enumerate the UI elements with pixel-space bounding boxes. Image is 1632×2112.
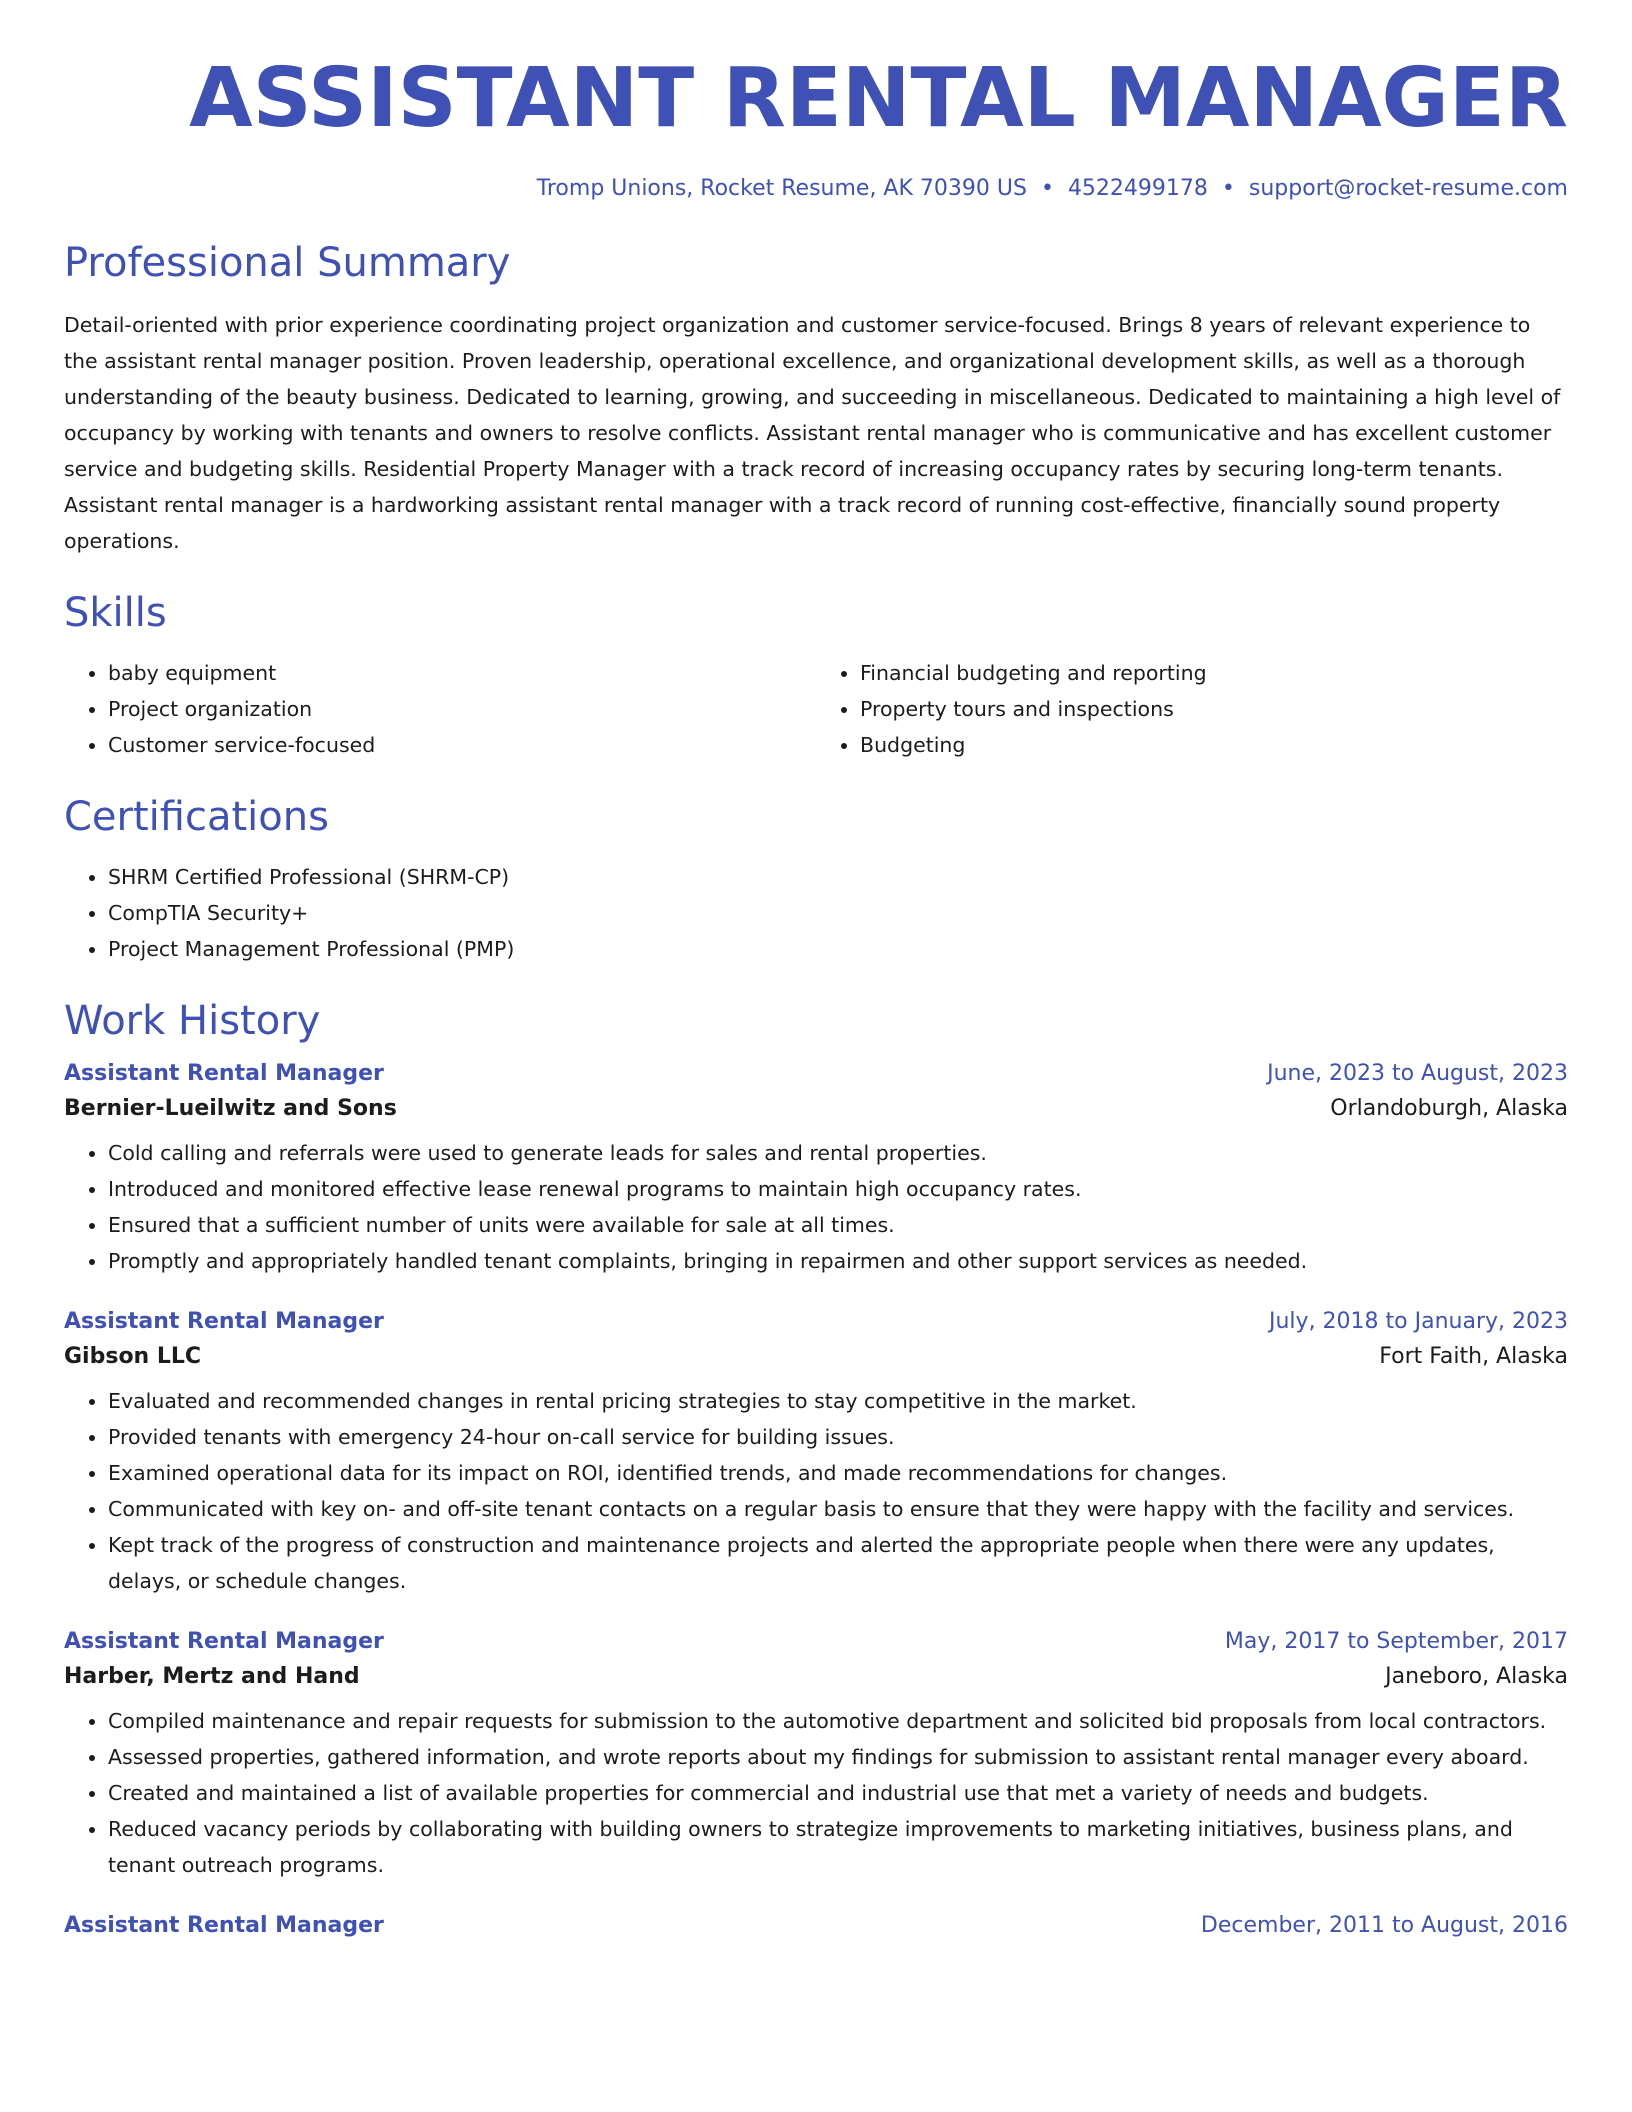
job-bullet: • Kept track of the progress of construction and maintenance projects and alerted the appropriate people when there were any updates, delays, or schedule changes. bbox=[108, 1527, 1568, 1599]
skills-heading: Skills bbox=[64, 590, 167, 636]
job-location: Janeboro, Alaska bbox=[1385, 1664, 1568, 1689]
job-bullets bbox=[64, 1135, 1568, 1279]
separator-dot: • bbox=[1040, 176, 1054, 201]
job-dates: December, 2011 to August, 2016 bbox=[1200, 1913, 1568, 1938]
job-entry bbox=[64, 1629, 1568, 1883]
skill-item: • baby equipment bbox=[108, 655, 816, 691]
skill-item: • Property tours and inspections bbox=[860, 691, 1568, 727]
job-entry bbox=[64, 1913, 1568, 1938]
job-company: Bernier-Lueilwitz and Sons bbox=[64, 1096, 397, 1121]
job-dates: June, 2023 to August, 2023 bbox=[1267, 1061, 1568, 1086]
certifications-heading: Certifications bbox=[64, 794, 329, 840]
job-header-row bbox=[64, 1629, 1568, 1654]
certification-item: • CompTIA Security+ bbox=[108, 895, 1568, 931]
job-bullets bbox=[64, 1703, 1568, 1883]
job-header-row bbox=[64, 1913, 1568, 1938]
job-company-row bbox=[64, 1344, 1568, 1369]
job-company: Harber, Mertz and Hand bbox=[64, 1664, 360, 1689]
job-bullet: • Compiled maintenance and repair requests for submission to the automotive department and solicited bid proposals from local contractors. bbox=[108, 1703, 1568, 1739]
job-entry bbox=[64, 1309, 1568, 1599]
certification-item: • SHRM Certified Professional (SHRM-CP) bbox=[108, 859, 1568, 895]
job-dates: May, 2017 to September, 2017 bbox=[1224, 1629, 1568, 1654]
job-company: Gibson LLC bbox=[64, 1344, 202, 1369]
job-bullet: • Cold calling and referrals were used to generate leads for sales and rental properties. bbox=[108, 1135, 1568, 1171]
contact-phone: 4522499178 bbox=[1067, 176, 1208, 201]
skill-item: • Project organization bbox=[108, 691, 816, 727]
job-company-row bbox=[64, 1664, 1568, 1689]
job-header-row bbox=[64, 1061, 1568, 1086]
job-location: Orlandoburgh, Alaska bbox=[1330, 1096, 1568, 1121]
skills-list bbox=[64, 655, 1568, 763]
job-bullet: • Provided tenants with emergency 24-hour on-call service for building issues. bbox=[108, 1419, 1568, 1455]
job-bullet: • Examined operational data for its impact on ROI, identified trends, and made recommendations for changes. bbox=[108, 1455, 1568, 1491]
resume-name: ASSISTANT RENTAL MANAGER bbox=[189, 51, 1568, 146]
skills-column-right bbox=[816, 655, 1568, 763]
summary-heading: Professional Summary bbox=[64, 240, 511, 286]
job-bullet: • Assessed properties, gathered information, and wrote reports about my findings for submission to assistant rental manager every aboard. bbox=[108, 1739, 1568, 1775]
job-bullet: • Communicated with key on- and off-site tenant contacts on a regular basis to ensure that they were happy with the facility and services. bbox=[108, 1491, 1568, 1527]
contact-email[interactable]: support@rocket-resume.com bbox=[1248, 176, 1568, 201]
job-bullet: • Created and maintained a list of available properties for commercial and industrial use that met a variety of needs and budgets. bbox=[108, 1775, 1568, 1811]
job-header-row bbox=[64, 1309, 1568, 1334]
job-title: Assistant Rental Manager bbox=[64, 1061, 384, 1086]
job-bullets bbox=[64, 1383, 1568, 1599]
job-bullet: • Introduced and monitored effective lease renewal programs to maintain high occupancy rates. bbox=[108, 1171, 1568, 1207]
job-company-row bbox=[64, 1096, 1568, 1121]
skill-item: • Financial budgeting and reporting bbox=[860, 655, 1568, 691]
certification-item: • Project Management Professional (PMP) bbox=[108, 931, 1568, 967]
job-bullet: • Evaluated and recommended changes in rental pricing strategies to stay competitive in the market. bbox=[108, 1383, 1568, 1419]
work-history-heading: Work History bbox=[64, 998, 321, 1044]
job-title: Assistant Rental Manager bbox=[64, 1629, 384, 1654]
job-bullet: • Promptly and appropriately handled tenant complaints, bringing in repairmen and other support services as needed. bbox=[108, 1243, 1568, 1279]
contact-line bbox=[64, 176, 1568, 201]
separator-dot: • bbox=[1221, 176, 1235, 201]
job-dates: July, 2018 to January, 2023 bbox=[1269, 1309, 1568, 1334]
skills-column-left bbox=[64, 655, 816, 763]
contact-address: Tromp Unions, Rocket Resume, AK 70390 US bbox=[536, 176, 1027, 201]
job-title: Assistant Rental Manager bbox=[64, 1913, 384, 1938]
skill-item: • Budgeting bbox=[860, 727, 1568, 763]
summary-text: Detail-oriented with prior experience coordinating project organization and customer service-focused. Brings 8 years of relevant experience to the assistant rental manager position. Proven leadership, operational excellence, and organizational development skills, as well as a thorough understanding of the beauty business. Dedicated to learning, growing, and succeeding in miscellaneous. Dedicated to maintaining a high level of occupancy by working with tenants and owners to resolve conflicts. Assistant rental manager who is communicative and has excellent customer service and budgeting skills. Residential Property Manager with a track record of increasing occupancy rates by securing long-term tenants. Assistant rental manager is a hardworking assistant rental manager with a track record of running cost-effective, financially sound property operations. bbox=[64, 313, 1561, 553]
job-entry bbox=[64, 1061, 1568, 1279]
job-title: Assistant Rental Manager bbox=[64, 1309, 384, 1334]
job-bullet: • Reduced vacancy periods by collaborating with building owners to strategize improvements to marketing initiatives, business plans, and tenant outreach programs. bbox=[108, 1811, 1568, 1883]
skill-item: • Customer service-focused bbox=[108, 727, 816, 763]
job-location: Fort Faith, Alaska bbox=[1379, 1344, 1568, 1369]
certifications-list bbox=[64, 859, 1568, 967]
job-bullet: • Ensured that a sufficient number of units were available for sale at all times. bbox=[108, 1207, 1568, 1243]
